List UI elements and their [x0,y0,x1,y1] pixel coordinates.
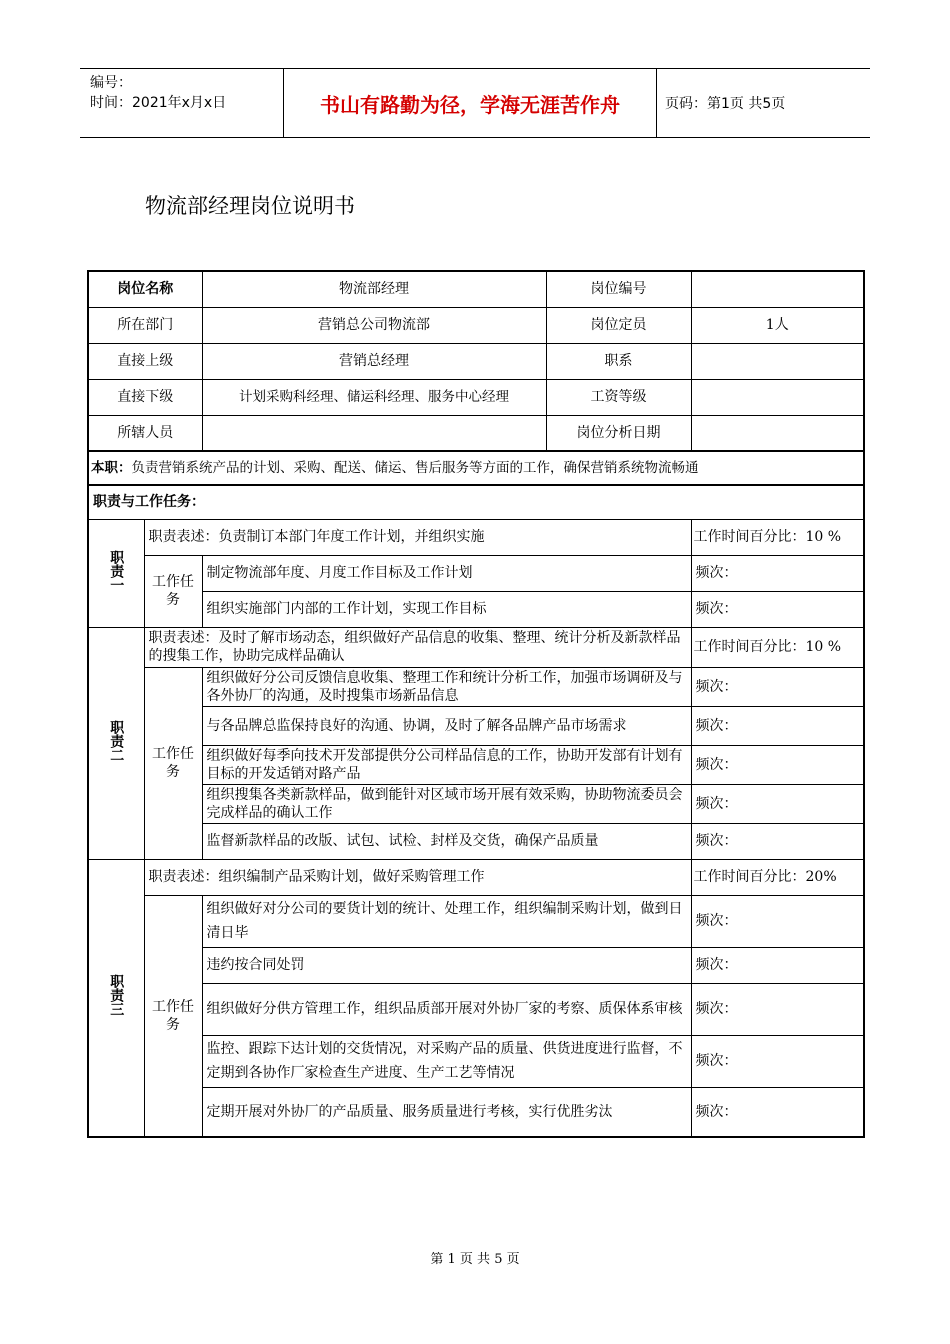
number-label: 编号： [90,75,132,91]
post-code-label: 岗位编号 [546,271,691,307]
task-item: 定期开展对外协厂的产品质量、服务质量进行考核，实行优胜劣汰 [202,1087,691,1137]
responsibility-3-percent: 工作时间百分比：20% [691,859,864,895]
staff-label: 所辖人员 [88,415,202,451]
frequency-label: 频次： [691,983,864,1035]
time-label: 时间：2021年x月x日 [90,95,227,111]
frequency-label: 频次： [691,823,864,859]
task-item: 违约按合同处罚 [202,947,691,983]
superior-label: 直接上级 [88,343,202,379]
task-label: 工作任务 [144,555,202,627]
frequency-label: 频次： [691,895,864,947]
task-item: 监督新款样品的改版、试包、试检、封样及交货，确保产品质量 [202,823,691,859]
frequency-label: 频次： [691,784,864,823]
task-item: 与各品牌总监保持良好的沟通、协调，及时了解各品牌产品市场需求 [202,706,691,745]
responsibility-name-text: 职责一 [108,549,125,592]
responsibility-2-percent: 工作时间百分比：10 % [691,627,864,667]
frequency-label: 频次： [691,745,864,784]
frequency-label: 频次： [691,555,864,591]
frequency-label: 频次： [691,1035,864,1087]
staff [202,415,546,451]
headcount: 1人 [691,307,864,343]
page-footer: 第 1 页 共 5 页 [430,1252,520,1267]
task-item: 组织做好分公司反馈信息收集、整理工作和统计分析工作，加强市场调研及与各外协厂的沟通，及时搜集市场新品信息 [202,667,691,706]
responsibility-3-name [88,859,144,1137]
responsibility-3-statement: 职责表述：组织编制产品采购计划，做好采购管理工作 [144,859,691,895]
task-item: 组织实施部门内部的工作计划，实现工作目标 [202,591,691,627]
duty-row [88,451,864,485]
tasks-heading: 职责与工作任务： [88,485,864,519]
headcount-label: 岗位定员 [546,307,691,343]
salary [691,379,864,415]
duty-label: 本职： [91,460,132,476]
task-item: 制定物流部年度、月度工作目标及工作计划 [202,555,691,591]
header-left [90,73,226,113]
task-label: 工作任务 [144,895,202,1137]
task-item: 监控、跟踪下达计划的交货情况，对采购产品的质量、供货进度进行监督，不定期到各协作厂家检查生产进度、生产工艺等情况 [202,1035,691,1087]
page-header [80,68,870,138]
responsibility-name-text: 职责三 [108,974,125,1017]
frequency-label: 频次： [691,1087,864,1137]
task-label: 工作任务 [144,667,202,859]
salary-label: 工资等级 [546,379,691,415]
post-code [691,271,864,307]
post-name: 物流部经理 [202,271,546,307]
responsibility-1-percent: 工作时间百分比：10 % [691,519,864,555]
task-item: 组织做好每季向技术开发部提供分公司样品信息的工作，协助开发部有计划有目标的开发适销对路产品 [202,745,691,784]
subordinate: 计划采购科经理、储运科经理、服务中心经理 [202,379,546,415]
superior: 营销总经理 [202,343,546,379]
frequency-label: 频次： [691,591,864,627]
doc-title: 物流部经理岗位说明书 [145,194,355,218]
dept-label: 所在部门 [88,307,202,343]
duty-text: 负责营销系统产品的计划、采购、配送、储运、售后服务等方面的工作，确保营销系统物流畅通 [131,460,699,476]
analysis-date-label: 岗位分析日期 [546,415,691,451]
responsibility-name-text: 职责二 [108,719,125,762]
page-code: 页码：第1页 共5页 [665,96,786,112]
dept: 营销总公司物流部 [202,307,546,343]
frequency-label: 频次： [691,667,864,706]
responsibility-1-statement: 职责表述：负责制订本部门年度工作计划，并组织实施 [144,519,691,555]
series [691,343,864,379]
job-description-table [87,270,865,1138]
task-item: 组织做好分供方管理工作，组织品质部开展对外协厂家的考察、质保体系审核 [202,983,691,1035]
frequency-label: 频次： [691,706,864,745]
responsibility-2-name [88,627,144,859]
task-item: 组织做好对分公司的要货计划的统计、处理工作，组织编制采购计划，做到日清日毕 [202,895,691,947]
task-item: 组织搜集各类新款样品，做到能针对区域市场开展有效采购，协助物流委员会完成样品的确认工作 [202,784,691,823]
frequency-label: 频次： [691,947,864,983]
motto: 书山有路勤为径，学海无涯苦作舟 [283,69,657,137]
responsibility-2-statement: 职责表述：及时了解市场动态，组织做好产品信息的收集、整理、统计分析及新款样品的搜集工作，协助完成样品确认 [144,627,691,667]
subordinate-label: 直接下级 [88,379,202,415]
analysis-date [691,415,864,451]
series-label: 职系 [546,343,691,379]
post-name-label: 岗位名称 [88,271,202,307]
responsibility-1-name [88,519,144,627]
